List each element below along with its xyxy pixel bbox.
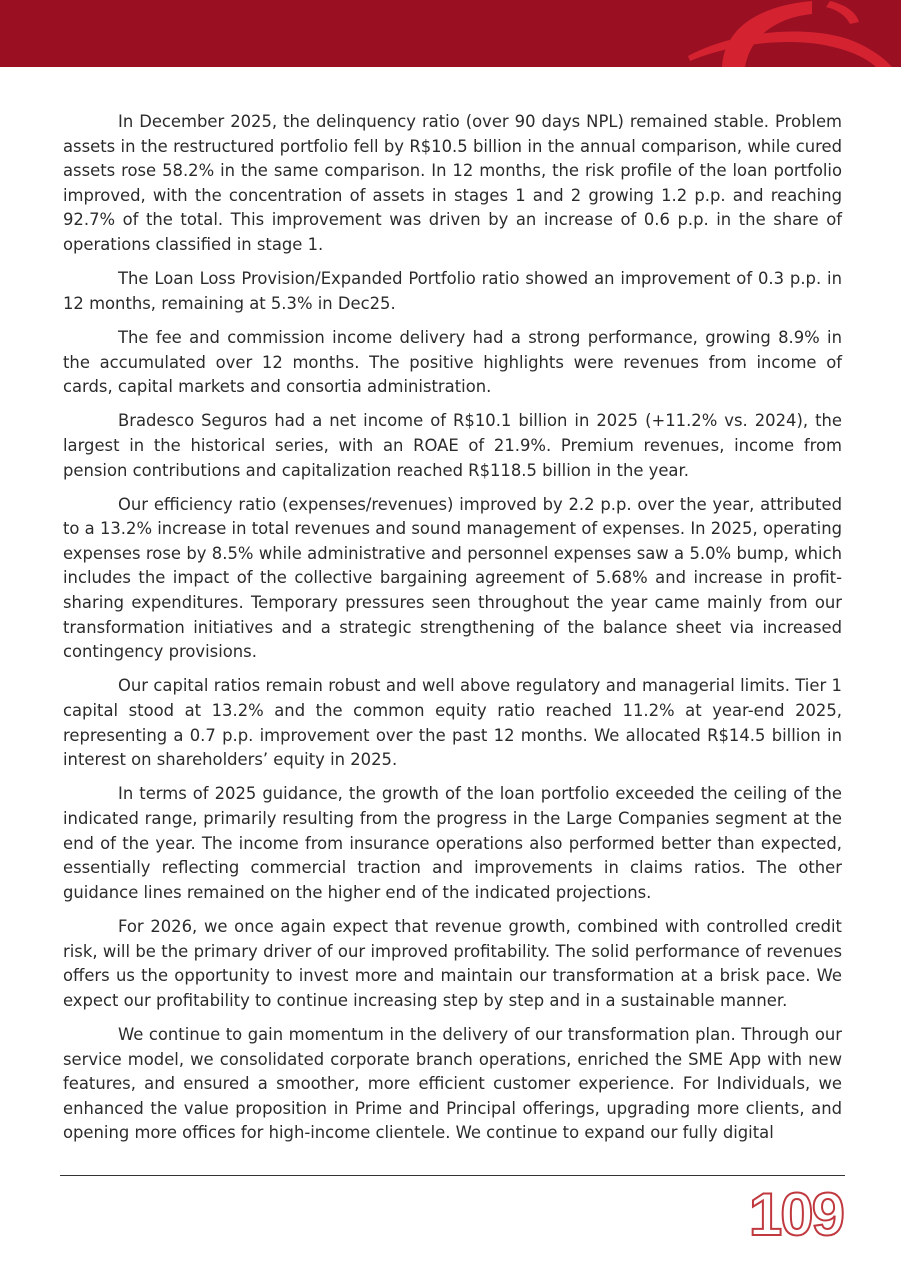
paragraph-fee-income: The fee and commission income delivery had a strong performance, growing 8.9% in the accumulated over 12 months. The positive highlights were revenues from income of cards, capital markets and consortia administration.	[63, 327, 842, 397]
page-number: 109	[748, 1181, 843, 1248]
paragraph-outlook-2026: For 2026, we once again expect that revenue growth, combined with controlled credit risk, will be the primary driver of our improved profitability. The solid performance of revenues offers us the opportunity to invest more and maintain our transformation at a brisk pace. We expect our profitability to continue increasing step by step and in a sustainable manner.	[63, 916, 842, 1010]
bradesco-tree-logo-icon	[0, 0, 901, 67]
body-text	[63, 110, 842, 1146]
paragraph-efficiency: Our efficiency ratio (expenses/revenues) improved by 2.2 p.p. over the year, attributed to a 13.2% increase in total revenues and sound management of expenses. In 2025, operating expenses rose by 8.5% while administrative and personnel expenses saw a 5.0% bump, which includes the impact of the collective bargaining agreement of 5.68% and increase in profit-sharing expenditures. Temporary pressures seen throughout the year came mainly from our transformation initiatives and a strategic strengthening of the balance sheet via increased contingency provisions.	[63, 494, 842, 662]
paragraph-capital: Our capital ratios remain robust and well above regulatory and managerial limits. Tier 1 capital stood at 13.2% and the common equity ratio reached 11.2% at year-end 2025, representing a 0.7 p.p. improvement over the past 12 months. We allocated R$14.5 billion in interest on shareholders’ equity in 2025.	[63, 676, 842, 770]
paragraph-delinquency: In December 2025, the delinquency ratio (over 90 days NPL) remained stable. Problem assets in the restructured portfolio fell by R$10.5 billion in the annual comparison, while cured assets rose 58.2% in the same comparison. In 12 months, the risk profile of the loan portfolio improved, with the concentration of assets in stages 1 and 2 growing 1.2 p.p. and reaching 92.7% of the total. This improvement was driven by an increase of 0.6 p.p. in the share of operations classified in stage 1.	[63, 112, 842, 254]
paragraph-transformation: We continue to gain momentum in the delivery of our transformation plan. Through our service model, we consolidated corporate branch operations, enriched the SME App with new features, and ensured a smoother, more efficient customer experience. For Individuals, we enhanced the value proposition in Prime and Principal offerings, upgrading more clients, and opening more offices for high-income clientele. We continue to expand our fully digital	[63, 1024, 842, 1143]
footer-divider	[60, 1175, 845, 1176]
paragraph-guidance-2025: In terms of 2025 guidance, the growth of the loan portfolio exceeded the ceiling of the indicated range, primarily resulting from the progress in the Large Companies segment at the end of the year. The income from insurance operations also performed better than expected, essentially reflecting commercial traction and improvements in claims ratios. The other guidance lines remained on the higher end of the indicated projections.	[63, 784, 842, 902]
paragraph-insurance: Bradesco Seguros had a net income of R$10.1 billion in 2025 (+11.2% vs. 2024), the largest in the historical series, with an ROAE of 21.9%. Premium revenues, income from pension contributions and capitalization reached R$118.5 billion in the year.	[63, 411, 842, 480]
paragraph-loan-loss-provision: The Loan Loss Provision/Expanded Portfolio ratio showed an improvement of 0.3 p.p. in 12 months, remaining at 5.3% in Dec25.	[63, 269, 842, 313]
header-band	[0, 0, 901, 67]
